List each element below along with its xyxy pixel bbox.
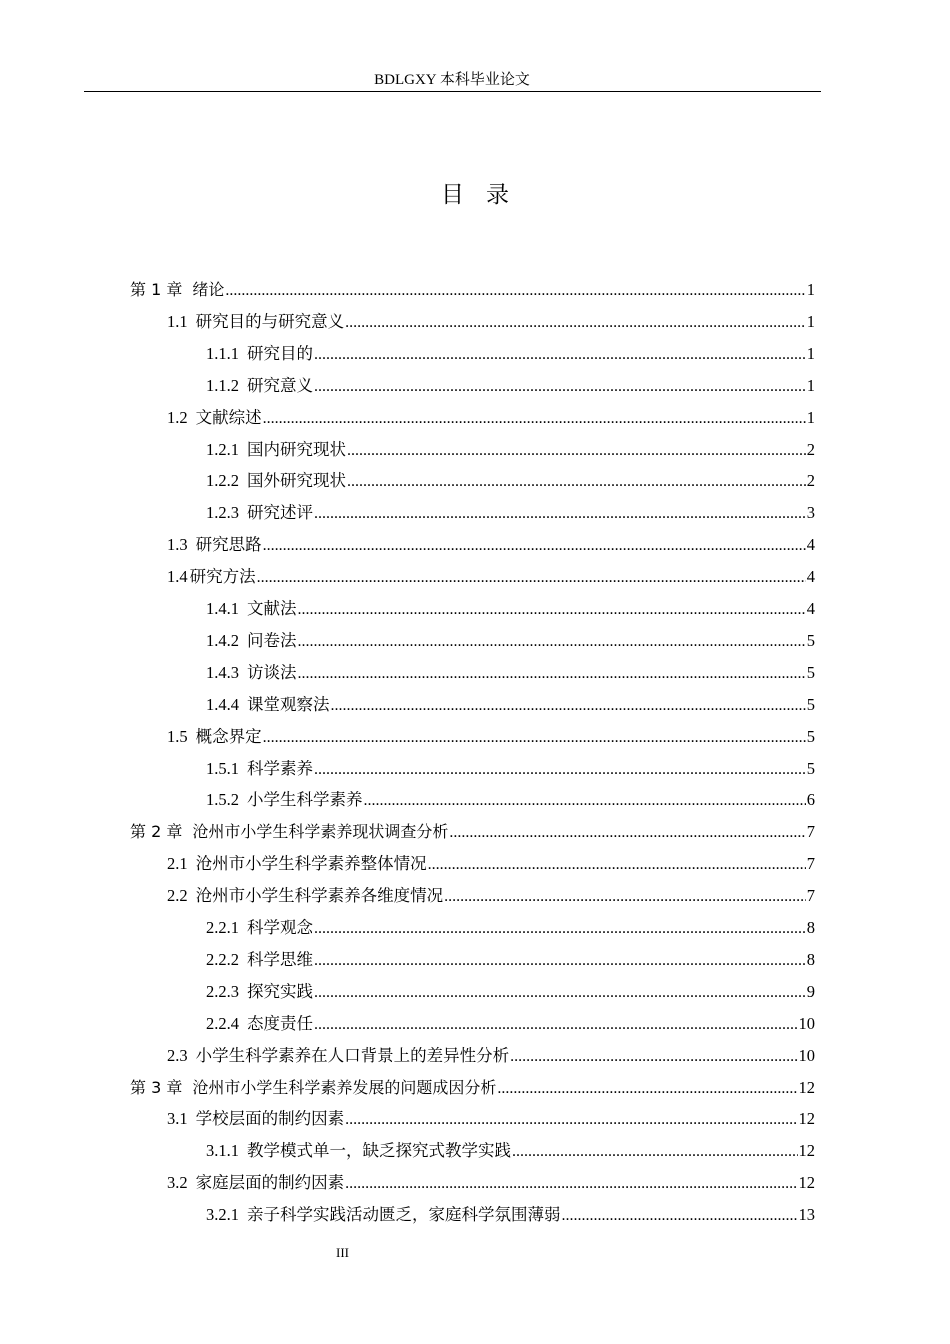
toc-entry-number: 3.2.1 (206, 1205, 239, 1225)
toc-entry-page: 12 (798, 1109, 815, 1129)
toc-entry[interactable] (206, 689, 815, 721)
toc-entry-title: 探究实践 (247, 981, 313, 1001)
toc-entry-page: 1 (806, 375, 815, 395)
toc-entry-title: 态度责任 (247, 1013, 313, 1033)
toc-entry-page: 4 (806, 599, 815, 618)
toc-entry-title: 概念界定 (195, 726, 262, 746)
toc-entry-number: 1.1.1 (206, 343, 239, 363)
toc-entry-title: 学校层面的制约因素 (195, 1109, 345, 1129)
toc-entry-number: 1.5 (167, 726, 188, 746)
toc-entry-title: 沧州市小学生科学素养整体情况 (195, 854, 427, 874)
toc-entry[interactable] (130, 816, 815, 848)
toc-leader-dots (314, 913, 806, 945)
toc-entry[interactable] (206, 1135, 815, 1167)
toc-entry-title: 科学素养 (247, 758, 313, 778)
toc-entry-number: 1.4.3 (206, 662, 239, 682)
toc-entry[interactable] (167, 1167, 815, 1199)
toc-entry-title: 文献综述 (195, 407, 262, 427)
toc-entry-title: 小学生科学素养 (247, 790, 363, 810)
toc-entry-page: 1 (806, 311, 815, 331)
toc-entry-title: 问卷法 (247, 630, 297, 650)
page-number: III (336, 1245, 349, 1260)
toc-entry[interactable] (130, 1072, 815, 1104)
toc-entry-number: 2.3 (167, 1045, 188, 1065)
toc-entry-title: 科学观念 (247, 918, 313, 937)
toc-entry-title: 绪论 (192, 280, 225, 299)
toc-leader-dots (345, 1168, 797, 1200)
page-header: BDLGXY 本科毕业论文 (374, 72, 530, 88)
toc-leader-dots (314, 339, 806, 371)
toc-entry-number: 1.1.2 (206, 375, 239, 395)
toc-entry[interactable] (167, 1103, 815, 1135)
toc-entry-page: 1 (806, 280, 815, 299)
toc-leader-dots (512, 1136, 798, 1168)
toc-entry-number: 1.1 (167, 311, 188, 331)
toc-entry-page: 1 (806, 407, 815, 427)
toc-entry-title: 研究述评 (247, 503, 313, 523)
toc-entry-number: 1.5.1 (206, 758, 239, 778)
toc-entry-page: 5 (806, 662, 815, 682)
toc-entry[interactable] (206, 1008, 815, 1040)
toc-entry[interactable] (167, 1040, 815, 1072)
toc-entry-page: 10 (798, 1013, 815, 1033)
toc-entry-title: 沧州市小学生科学素养各维度情况 (195, 886, 444, 906)
toc-entry[interactable] (206, 593, 815, 625)
toc-entry[interactable] (167, 402, 815, 434)
toc-leader-dots (497, 1073, 797, 1105)
toc-entry[interactable] (206, 976, 815, 1008)
toc-entry[interactable] (206, 370, 815, 402)
toc-entry-title: 国外研究现状 (247, 471, 346, 491)
toc-entry-number: 第 2 章 (130, 822, 183, 842)
toc-leader-dots (298, 658, 806, 690)
toc-entry-page: 12 (798, 1077, 815, 1097)
toc-entry-page: 7 (806, 854, 815, 874)
toc-entry-number: 1.2 (167, 407, 188, 427)
toc-entry-title: 访谈法 (247, 662, 297, 682)
toc-entry[interactable] (167, 880, 815, 912)
toc-leader-dots (263, 530, 806, 562)
toc-entry-page: 4 (806, 535, 815, 555)
toc-entry-title: 研究方法 (189, 567, 256, 587)
page-title: 目录 (441, 182, 531, 208)
toc-entry-number: 1.4.1 (206, 599, 239, 618)
toc-entry-number: 3.2 (167, 1173, 188, 1193)
toc-entry-title: 教学模式单一，缺乏探究式教学实践 (247, 1141, 511, 1161)
toc-entry-page: 5 (806, 630, 815, 650)
toc-entry[interactable] (167, 848, 815, 880)
toc-entry-page: 3 (806, 503, 815, 523)
toc-entry[interactable] (206, 784, 815, 816)
toc-entry-number: 1.4.2 (206, 630, 239, 650)
toc-leader-dots (345, 307, 806, 339)
toc-leader-dots (314, 977, 806, 1009)
toc-entry-page: 2 (806, 471, 815, 491)
toc-entry-page: 4 (806, 567, 815, 587)
toc-entry-number: 2.1 (167, 854, 188, 874)
toc-entry-number: 1.2.2 (206, 471, 239, 491)
toc-entry-number: 2.2.3 (206, 981, 239, 1001)
toc-leader-dots (314, 754, 806, 786)
toc-leader-dots (257, 562, 806, 594)
toc-entry-title: 文献法 (247, 599, 297, 618)
toc-entry-number: 1.4 (167, 567, 188, 587)
toc-entry-page: 10 (798, 1045, 815, 1065)
toc-entry-page: 12 (798, 1141, 815, 1161)
toc-entry-title: 科学思维 (247, 949, 313, 969)
toc-leader-dots (314, 371, 806, 403)
toc-leader-dots (314, 1009, 798, 1041)
toc-leader-dots (345, 1104, 797, 1136)
toc-entry[interactable] (206, 465, 815, 497)
toc-entry-number: 第 3 章 (130, 1077, 183, 1097)
toc-entry-title: 国内研究现状 (247, 439, 346, 459)
toc-entry[interactable] (167, 306, 815, 338)
toc-entry[interactable] (206, 434, 815, 466)
toc-entry[interactable] (206, 625, 815, 657)
toc-leader-dots (314, 945, 806, 977)
toc-entry[interactable] (206, 497, 815, 529)
toc-entry-page: 7 (806, 886, 815, 906)
toc-entry-page: 5 (806, 694, 815, 714)
toc-entry[interactable] (167, 529, 815, 561)
toc-entry[interactable] (167, 721, 815, 753)
toc-entry-page: 5 (806, 726, 815, 746)
toc-entry[interactable] (206, 753, 815, 785)
toc-leader-dots (347, 466, 806, 498)
toc-entry-title: 研究目的与研究意义 (195, 311, 345, 331)
toc-entry-page: 2 (806, 439, 815, 459)
toc-entry-title: 研究目的 (247, 343, 313, 363)
toc-entry-title: 研究思路 (195, 535, 262, 555)
toc-entry-page: 8 (806, 918, 815, 937)
toc-entry-number: 1.2.3 (206, 503, 239, 523)
toc-entry[interactable] (167, 561, 815, 593)
toc-entry-number: 1.4.4 (206, 694, 239, 714)
header-rule (84, 91, 821, 92)
toc-leader-dots (510, 1041, 797, 1073)
toc-entry-number: 1.2.1 (206, 439, 239, 459)
toc-leader-dots (298, 594, 806, 626)
toc-entry-title: 小学生科学素养在人口背景上的差异性分析 (195, 1045, 510, 1065)
toc-leader-dots (225, 275, 805, 307)
toc-entry-title: 课堂观察法 (247, 694, 330, 714)
toc-leader-dots (428, 849, 806, 881)
toc-entry-number: 3.1 (167, 1109, 188, 1129)
toc-entry[interactable] (206, 1199, 815, 1231)
toc-leader-dots (263, 403, 806, 435)
toc-entry-page: 5 (806, 758, 815, 778)
toc-entry-number: 2.2.1 (206, 918, 239, 937)
toc-entry-page: 7 (806, 822, 815, 842)
toc-entry-page: 13 (798, 1205, 815, 1225)
toc-leader-dots (444, 881, 806, 913)
toc-leader-dots (364, 785, 806, 817)
toc-entry-title: 亲子科学实践活动匮乏，家庭科学氛围薄弱 (247, 1205, 561, 1225)
toc-entry-page: 9 (806, 981, 815, 1001)
toc-entry-title: 沧州市小学生科学素养发展的问题成因分析 (192, 1077, 497, 1097)
toc-entry[interactable] (206, 338, 815, 370)
toc-entry-title: 家庭层面的制约因素 (195, 1173, 345, 1193)
toc-entry-title: 沧州市小学生科学素养现状调查分析 (192, 822, 449, 842)
toc-leader-dots (562, 1200, 798, 1232)
toc-entry-page: 8 (806, 949, 815, 969)
toc-entry[interactable] (130, 274, 815, 306)
toc-entry-page: 12 (798, 1173, 815, 1193)
toc-entry-title: 研究意义 (247, 375, 313, 395)
toc-entry-number: 1.5.2 (206, 790, 239, 810)
toc-entry-number: 3.1.1 (206, 1141, 239, 1161)
toc-entry-page: 6 (806, 790, 815, 810)
toc-leader-dots (449, 817, 805, 849)
toc-entry-page: 1 (806, 343, 815, 363)
toc-entry-number: 第 1 章 (130, 280, 183, 299)
toc-entry-number: 1.3 (167, 535, 188, 555)
toc-leader-dots (347, 435, 806, 467)
toc-entry-number: 2.2 (167, 886, 188, 906)
toc-entry[interactable] (206, 657, 815, 689)
toc-entry[interactable] (206, 912, 815, 944)
toc-leader-dots (298, 626, 806, 658)
toc-leader-dots (263, 722, 806, 754)
toc-leader-dots (314, 498, 806, 530)
toc-entry[interactable] (206, 944, 815, 976)
toc-leader-dots (331, 690, 806, 722)
toc-entry-number: 2.2.2 (206, 949, 239, 969)
toc-entry-number: 2.2.4 (206, 1013, 239, 1033)
